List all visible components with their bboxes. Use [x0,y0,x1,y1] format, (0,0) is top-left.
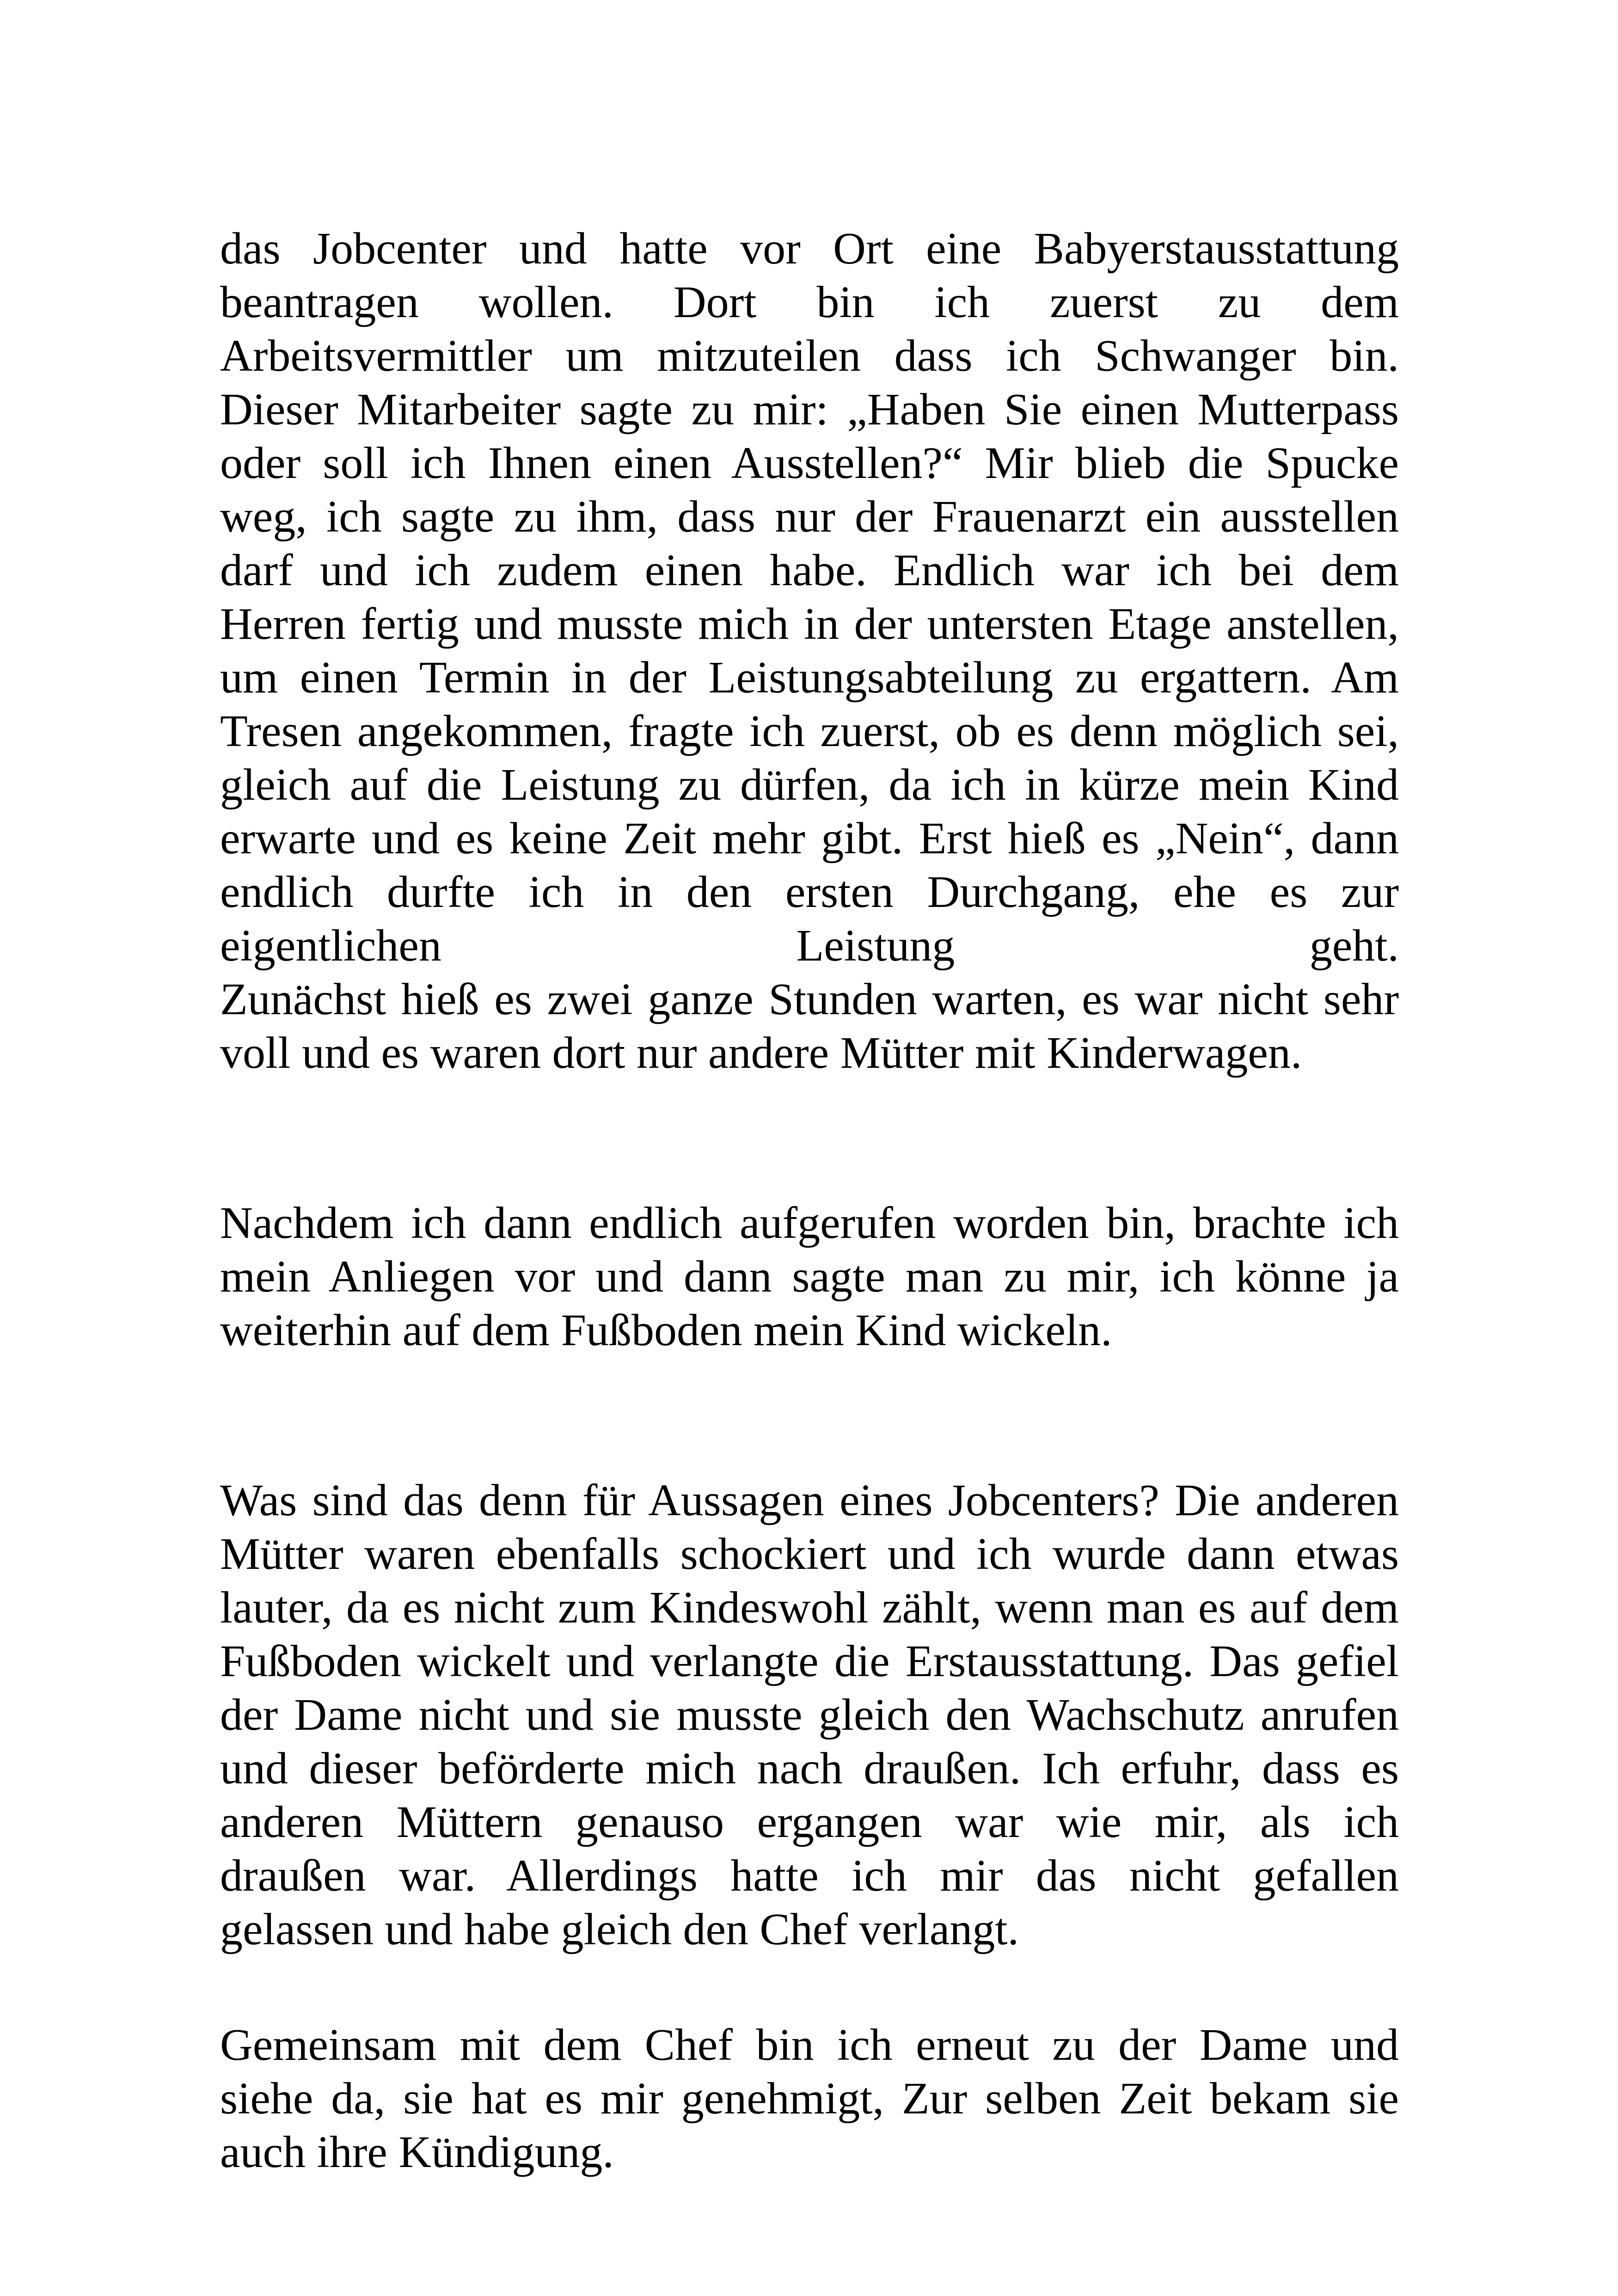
text-line: beantragen wollen. Dort bin ich zuerst zu dem [220,277,1399,327]
text-line: Tresen angekommen, fragte ich zuerst, ob es denn möglich sei, [220,706,1399,756]
text-line: der Dame nicht und sie musste gleich den Wachschutz anrufen [220,1690,1399,1740]
text-line: das Jobcenter und hatte vor Ort eine Babyerstausstattung [220,224,1399,274]
text-line: und dieser beförderte mich nach draußen. Ich erfuhr, dass es [220,1744,1399,1794]
text-line: Zunächst hieß es zwei ganze Stunden warten, es war nicht sehr [220,974,1399,1024]
text-line: darf und ich zudem einen habe. Endlich war ich bei dem [220,545,1399,595]
text-line: Mütter waren ebenfalls schockiert und ich wurde dann etwas [220,1529,1399,1579]
paragraph-4 [220,2018,1399,2179]
text-line: weg, ich sagte zu ihm, dass nur der Frauenarzt ein ausstellen [220,492,1399,542]
paragraph-gap [220,1357,1399,1474]
text-line: anderen Müttern genauso ergangen war wie mir, als ich [220,1797,1399,1847]
text-line: Was sind das denn für Aussagen eines Jobcenters? Die anderen [220,1476,1399,1525]
paragraph-gap [220,1080,1399,1196]
text-line: Arbeitsvermittler um mitzuteilen dass ich Schwanger bin. [220,331,1399,381]
paragraph-3 [220,1474,1399,1956]
text-line: draußen war. Allerdings hatte ich mir das nicht gefallen [220,1851,1399,1901]
text-line: oder soll ich Ihnen einen Ausstellen?“ Mir blieb die Spucke [220,438,1399,488]
paragraph-2 [220,1196,1399,1357]
text-line: gelassen und habe gleich den Chef verlangt. [220,1904,1019,1954]
document-body [220,222,1399,2179]
text-line: Dieser Mitarbeiter sagte zu mir: „Haben Sie einen Mutterpass [220,385,1399,435]
text-line: um einen Termin in der Leistungsabteilung zu ergattern. Am [220,653,1399,703]
text-line: Herren fertig und musste mich in der untersten Etage anstellen, [220,599,1399,649]
text-line: lauter, da es nicht zum Kindeswohl zählt, wenn man es auf dem [220,1583,1399,1633]
text-line: endlich durfte ich in den ersten Durchgang, ehe es zur [220,867,1399,917]
text-line: auch ihre Kündigung. [220,2127,614,2177]
text-line: siehe da, sie hat es mir genehmigt, Zur selben Zeit bekam sie [220,2074,1399,2124]
paragraph-gap [220,1956,1399,2018]
text-line: Gemeinsam mit dem Chef bin ich erneut zu der Dame und [220,2020,1399,2070]
text-line: erwarte und es keine Zeit mehr gibt. Erst hieß es „Nein“, dann [220,814,1399,863]
text-line: mein Anliegen vor und dann sagte man zu mir, ich könne ja [220,1252,1399,1302]
text-line: weiterhin auf dem Fußboden mein Kind wickeln. [220,1305,1112,1355]
text-line: voll und es waren dort nur andere Mütter mit Kinderwagen. [220,1028,1302,1078]
paragraph-1 [220,222,1399,1080]
text-line: Fußboden wickelt und verlangte die Erstausstattung. Das gefiel [220,1636,1399,1686]
text-line: eigentlichen Leistung geht. [220,921,1399,971]
text-line: Nachdem ich dann endlich aufgerufen worden bin, brachte ich [220,1198,1399,1248]
text-line: gleich auf die Leistung zu dürfen, da ich in kürze mein Kind [220,760,1399,810]
